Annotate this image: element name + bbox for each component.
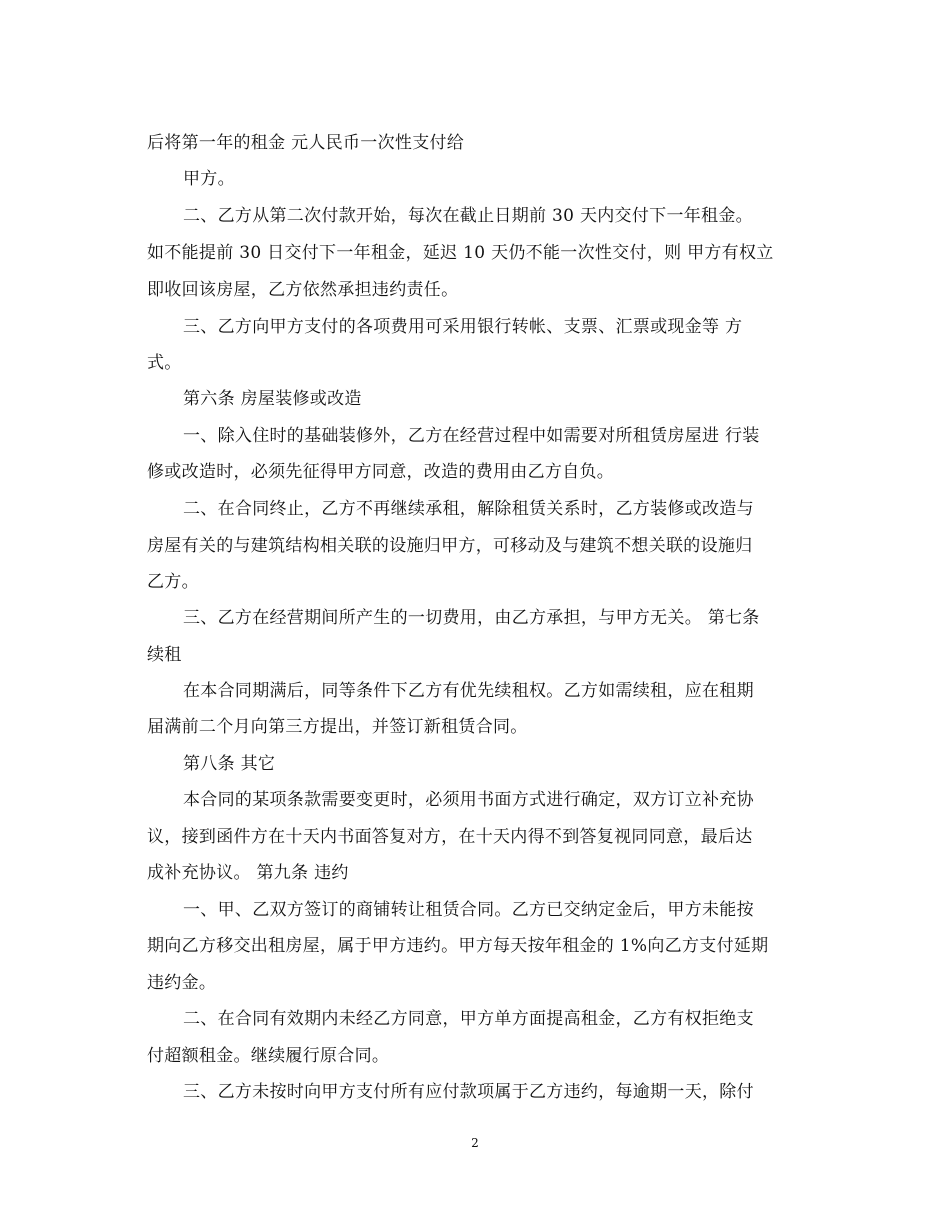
text-line: 届满前二个月向第三方提出，并签订新租赁合同。 [147,717,528,737]
text-line: 在本合同期满后，同等条件下乙方有优先续租权。乙方如需续租，应在租期 [183,681,754,701]
text-line: 本合同的某项条款需要变更时，必须用书面方式进行确定，双方订立补充协 [183,790,754,810]
text-line: 甲方。 [183,169,235,189]
text-line: 二、在合同有效期内未经乙方同意，甲方单方面提高租金，乙方有权拒绝支 [183,1009,754,1029]
text-line: 三、乙方未按时向甲方支付所有应付款项属于乙方违约，每逾期一天，除付 [183,1082,754,1102]
text-line: 议，接到函件方在十天内书面答复对方，在十天内得不到答复视同同意，最后达 [147,827,753,847]
text-line: 成补充协议。 第九条 违约 [147,863,349,883]
text-line: 修或改造时，必须先征得甲方同意，改造的费用由乙方自负。 [147,462,615,482]
text-line: 一、除入住时的基础装修外，乙方在经营过程中如需要对所租赁房屋进 行装 [183,426,760,446]
section-heading: 第六条 房屋装修或改造 [183,389,362,409]
text-line: 二、乙方从第二次付款开始，每次在截止日期前 30 天内交付下一年租金。 [183,206,753,226]
text-line: 式。 [147,353,182,373]
text-line: 乙方。 [147,572,199,592]
text-line: 违约金。 [147,973,217,993]
text-line: 如不能提前 30 日交付下一年租金，延迟 10 天仍不能一次性交付，则 甲方有权立 [147,243,774,263]
text-line: 后将第一年的租金 元人民币一次性支付给 [147,133,465,153]
text-line: 房屋有关的与建筑结构相关联的设施归甲方，可移动及与建筑不想关联的设施归 [147,536,753,556]
text-line: 即收回该房屋，乙方依然承担违约责任。 [147,280,459,300]
text-line: 一、甲、乙双方签订的商铺转让租赁合同。乙方已交纳定金后，甲方未能按 [183,900,754,920]
text-line: 续租 [147,645,182,665]
section-heading: 第八条 其它 [183,754,276,774]
text-line: 三、乙方在经营期间所产生的一切费用，由乙方承担，与甲方无关。 第七条 [183,608,760,628]
page-number: 2 [471,1136,479,1150]
text-line: 二、在合同终止，乙方不再继续承租，解除租赁关系时，乙方装修或改造与 [183,499,754,519]
text-line: 期向乙方移交出租房屋，属于甲方违约。甲方每天按年租金的 1%向乙方支付延期 [147,936,769,956]
text-line: 三、乙方向甲方支付的各项费用可采用银行转帐、支票、汇票或现金等 方 [183,317,743,337]
text-line: 付超额租金。继续履行原合同。 [147,1046,390,1066]
